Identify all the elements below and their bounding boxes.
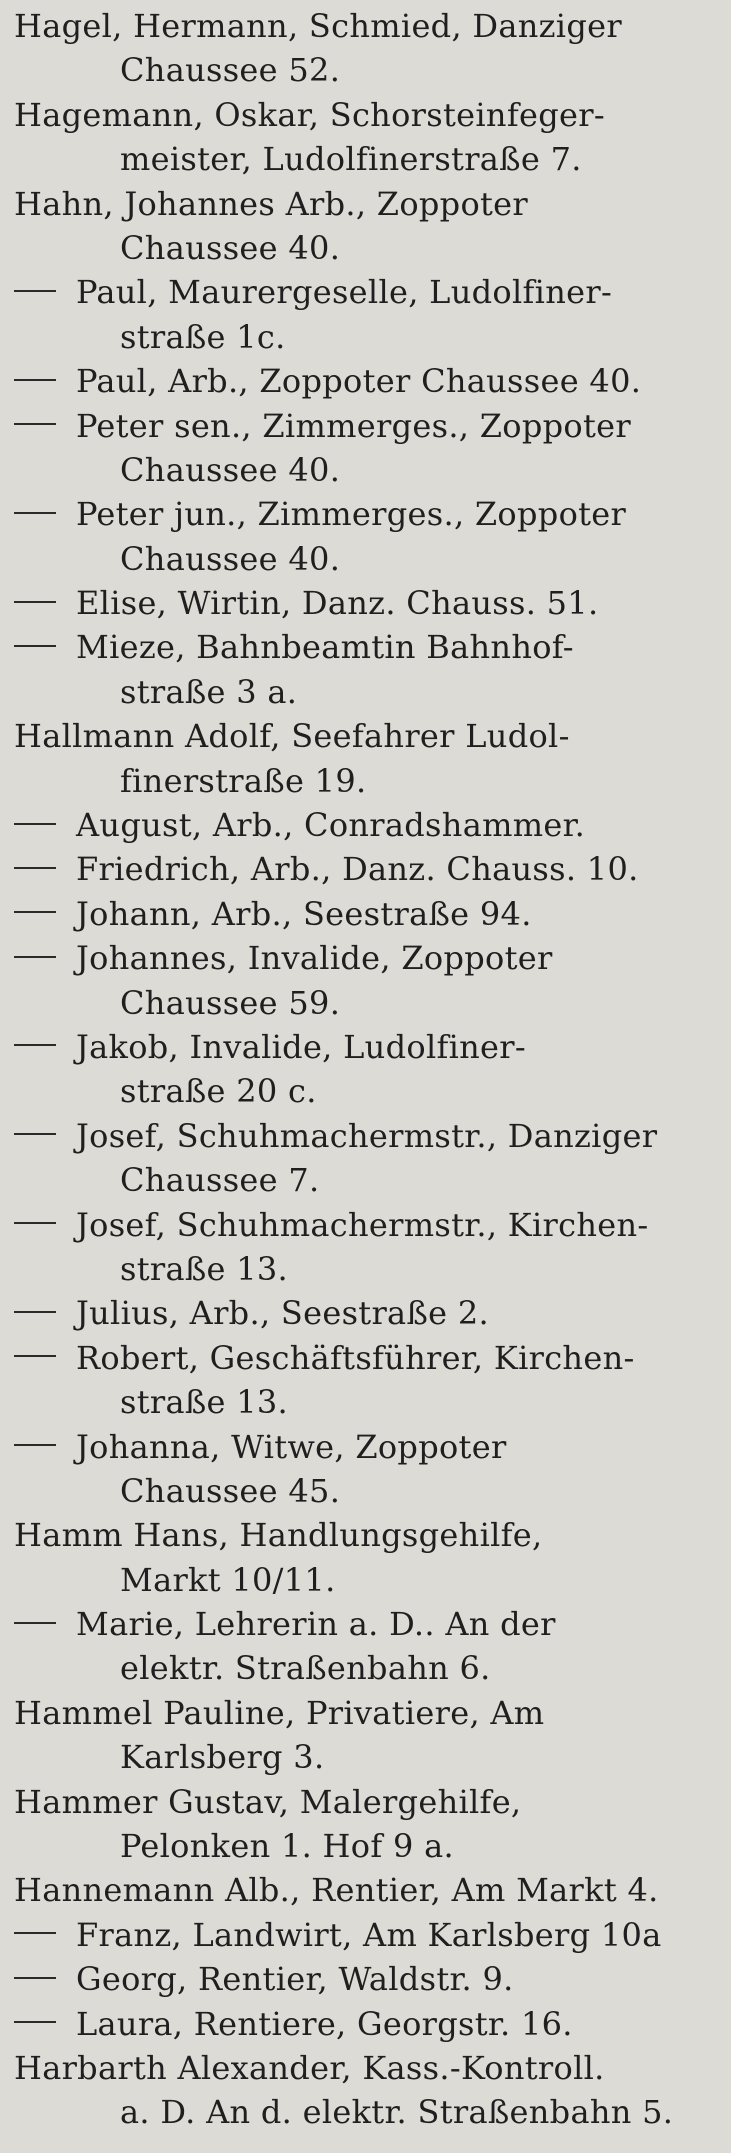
entry-first-line	[14, 2002, 719, 2046]
directory-subentry	[14, 847, 719, 891]
entry-text: Chaussee 7.	[120, 1161, 320, 1200]
entry-text: straße 3 a.	[120, 672, 298, 711]
entry-text: Johanna, Witwe, Zoppoter	[76, 1427, 507, 1466]
repeat-dash	[14, 1622, 56, 1624]
entry-first-line	[14, 93, 719, 137]
entry-first-line	[14, 1691, 719, 1735]
entry-first-line	[14, 1336, 719, 1380]
directory-subentry	[14, 1957, 719, 2001]
entry-continuation-line	[14, 1735, 719, 1779]
entry-first-line	[14, 2046, 719, 2090]
repeat-dash	[14, 645, 56, 647]
entry-first-line	[14, 892, 719, 936]
entry-text: Peter sen., Zimmerges., Zoppoter	[76, 406, 631, 445]
entry-first-line	[14, 1957, 719, 2001]
directory-entry	[14, 93, 719, 182]
entry-text: Georg, Rentier, Waldstr. 9.	[76, 1960, 514, 1999]
entry-text: straße 20 c.	[120, 1072, 317, 1111]
entry-text: Laura, Rentiere, Georgstr. 16.	[76, 2004, 573, 2043]
repeat-dash	[14, 1044, 56, 1046]
entry-text: a. D. An d. elektr. Straßenbahn 5.	[120, 2093, 674, 2132]
repeat-dash	[14, 379, 56, 381]
entry-text: Jakob, Invalide, Ludolfiner-	[76, 1027, 527, 1066]
repeat-dash	[14, 290, 56, 292]
entry-first-line	[14, 625, 719, 669]
directory-subentry	[14, 1913, 719, 1957]
directory-entry	[14, 1780, 719, 1869]
repeat-dash	[14, 1311, 56, 1313]
directory-subentry	[14, 581, 719, 625]
entry-continuation-line	[14, 48, 719, 92]
directory-subentry	[14, 803, 719, 847]
directory-subentry	[14, 1425, 719, 1514]
directory-entry	[14, 714, 719, 803]
repeat-dash	[14, 2021, 56, 2023]
directory-entry	[14, 1513, 719, 1602]
entry-text: Johann, Arb., Seestraße 94.	[76, 894, 532, 933]
entry-text: Paul, Maurergeselle, Ludolfiner-	[76, 273, 613, 312]
repeat-dash	[14, 1133, 56, 1135]
entry-first-line	[14, 1425, 719, 1469]
entry-text: Hammer Gustav, Malergehilfe,	[14, 1782, 522, 1821]
entry-text: straße 13.	[120, 1249, 289, 1288]
entry-first-line	[14, 847, 719, 891]
entry-continuation-line	[14, 1380, 719, 1424]
repeat-dash	[14, 1222, 56, 1224]
entry-continuation-line	[14, 1646, 719, 1690]
directory-subentry	[14, 625, 719, 714]
directory-entry	[14, 1868, 719, 1912]
entry-text: Chaussee 40.	[120, 450, 341, 489]
repeat-dash	[14, 1444, 56, 1446]
entry-text: Elise, Wirtin, Danz. Chauss. 51.	[76, 584, 599, 623]
entry-first-line	[14, 492, 719, 536]
entry-text: Markt 10/11.	[120, 1560, 336, 1599]
entry-continuation-line	[14, 1247, 719, 1291]
entry-continuation-line	[14, 448, 719, 492]
entry-text: Hagel, Hermann, Schmied, Danziger	[14, 7, 622, 45]
entry-continuation-line	[14, 1069, 719, 1113]
entry-text: Franz, Landwirt, Am Karlsberg 10a	[76, 1915, 662, 1954]
entry-text: Julius, Arb., Seestraße 2.	[76, 1294, 489, 1333]
entry-continuation-line	[14, 981, 719, 1025]
repeat-dash	[14, 911, 56, 913]
entry-first-line	[14, 1513, 719, 1557]
entry-continuation-line	[14, 1558, 719, 1602]
directory-subentry	[14, 892, 719, 936]
entry-continuation-line	[14, 1824, 719, 1868]
entry-continuation-line	[14, 537, 719, 581]
entry-text: straße 1c.	[120, 317, 286, 356]
entry-text: Karlsberg 3.	[120, 1738, 325, 1777]
directory-subentry	[14, 1025, 719, 1114]
entry-first-line	[14, 1913, 719, 1957]
directory-entry	[14, 2046, 719, 2135]
directory-entry	[14, 4, 719, 93]
entry-text: Robert, Geschäftsführer, Kirchen-	[76, 1338, 635, 1377]
entry-text: elektr. Straßenbahn 6.	[120, 1649, 491, 1688]
repeat-dash	[14, 1355, 56, 1357]
entry-text: Chaussee 40.	[120, 228, 341, 267]
directory-entry	[14, 1691, 719, 1780]
entry-first-line	[14, 1025, 719, 1069]
entry-first-line	[14, 1780, 719, 1824]
entry-text: August, Arb., Conradshammer.	[76, 806, 586, 845]
entry-text: Josef, Schuhmachermstr., Kirchen-	[76, 1205, 649, 1244]
directory-subentry	[14, 1203, 719, 1292]
entry-text: Hagemann, Oskar, Schorsteinfeger-	[14, 95, 605, 134]
entry-first-line	[14, 404, 719, 448]
entry-continuation-line	[14, 670, 719, 714]
entry-text: Peter jun., Zimmerges., Zoppoter	[76, 495, 627, 534]
entry-continuation-line	[14, 1158, 719, 1202]
entry-first-line	[14, 1868, 719, 1912]
entry-first-line	[14, 4, 719, 48]
entry-text: Chaussee 52.	[120, 51, 341, 90]
entry-text: Hammel Pauline, Privatiere, Am	[14, 1693, 545, 1732]
entry-text: Harbarth Alexander, Kass.-Kontroll.	[14, 2048, 605, 2087]
entry-first-line	[14, 1114, 719, 1158]
entry-first-line	[14, 1203, 719, 1247]
directory-subentry	[14, 1114, 719, 1203]
entry-text: meister, Ludolfinerstraße 7.	[120, 140, 582, 179]
directory-subentry	[14, 404, 719, 493]
entry-text: Josef, Schuhmachermstr., Danziger	[76, 1116, 658, 1155]
directory-subentry	[14, 492, 719, 581]
entry-text: Johannes, Invalide, Zoppoter	[76, 939, 553, 978]
repeat-dash	[14, 1932, 56, 1934]
entry-first-line	[14, 803, 719, 847]
entry-text: Hamm Hans, Handlungsgehilfe,	[14, 1516, 543, 1555]
directory-subentry	[14, 1291, 719, 1335]
entry-text: Marie, Lehrerin a. D.. An der	[76, 1605, 556, 1644]
entry-first-line	[14, 1602, 719, 1646]
repeat-dash	[14, 956, 56, 958]
directory-subentry	[14, 359, 719, 403]
entry-continuation-line	[14, 759, 719, 803]
repeat-dash	[14, 512, 56, 514]
entry-first-line	[14, 581, 719, 625]
repeat-dash	[14, 823, 56, 825]
entry-continuation-line	[14, 315, 719, 359]
entry-text: Chaussee 45.	[120, 1471, 341, 1510]
entry-first-line	[14, 270, 719, 314]
entry-first-line	[14, 182, 719, 226]
directory-subentry	[14, 936, 719, 1025]
entry-first-line	[14, 359, 719, 403]
entry-text: finerstraße 19.	[120, 761, 367, 800]
entry-text: Chaussee 40.	[120, 539, 341, 578]
entry-continuation-line	[14, 1469, 719, 1513]
entry-continuation-line	[14, 2090, 719, 2134]
entry-first-line	[14, 714, 719, 758]
entry-continuation-line	[14, 137, 719, 181]
directory-subentry	[14, 2002, 719, 2046]
entry-text: Chaussee 59.	[120, 983, 341, 1022]
repeat-dash	[14, 867, 56, 869]
directory-subentry	[14, 270, 719, 359]
entry-continuation-line	[14, 226, 719, 270]
entry-first-line	[14, 936, 719, 980]
directory-subentry	[14, 1602, 719, 1691]
repeat-dash	[14, 1977, 56, 1979]
entry-text: Paul, Arb., Zoppoter Chaussee 40.	[76, 362, 642, 401]
entry-text: Hannemann Alb., Rentier, Am Markt 4.	[14, 1871, 659, 1910]
directory-subentry	[14, 1336, 719, 1425]
directory-entry	[14, 182, 719, 271]
entry-text: Mieze, Bahnbeamtin Bahnhof-	[76, 628, 574, 667]
entry-text: Pelonken 1. Hof 9 a.	[120, 1827, 454, 1866]
repeat-dash	[14, 423, 56, 425]
entry-text: Friedrich, Arb., Danz. Chauss. 10.	[76, 850, 639, 889]
entry-first-line	[14, 1291, 719, 1335]
repeat-dash	[14, 601, 56, 603]
entry-text: Hallmann Adolf, Seefahrer Ludol-	[14, 717, 570, 756]
entry-text: straße 13.	[120, 1383, 289, 1422]
entry-text: Hahn, Johannes Arb., Zoppoter	[14, 184, 529, 223]
